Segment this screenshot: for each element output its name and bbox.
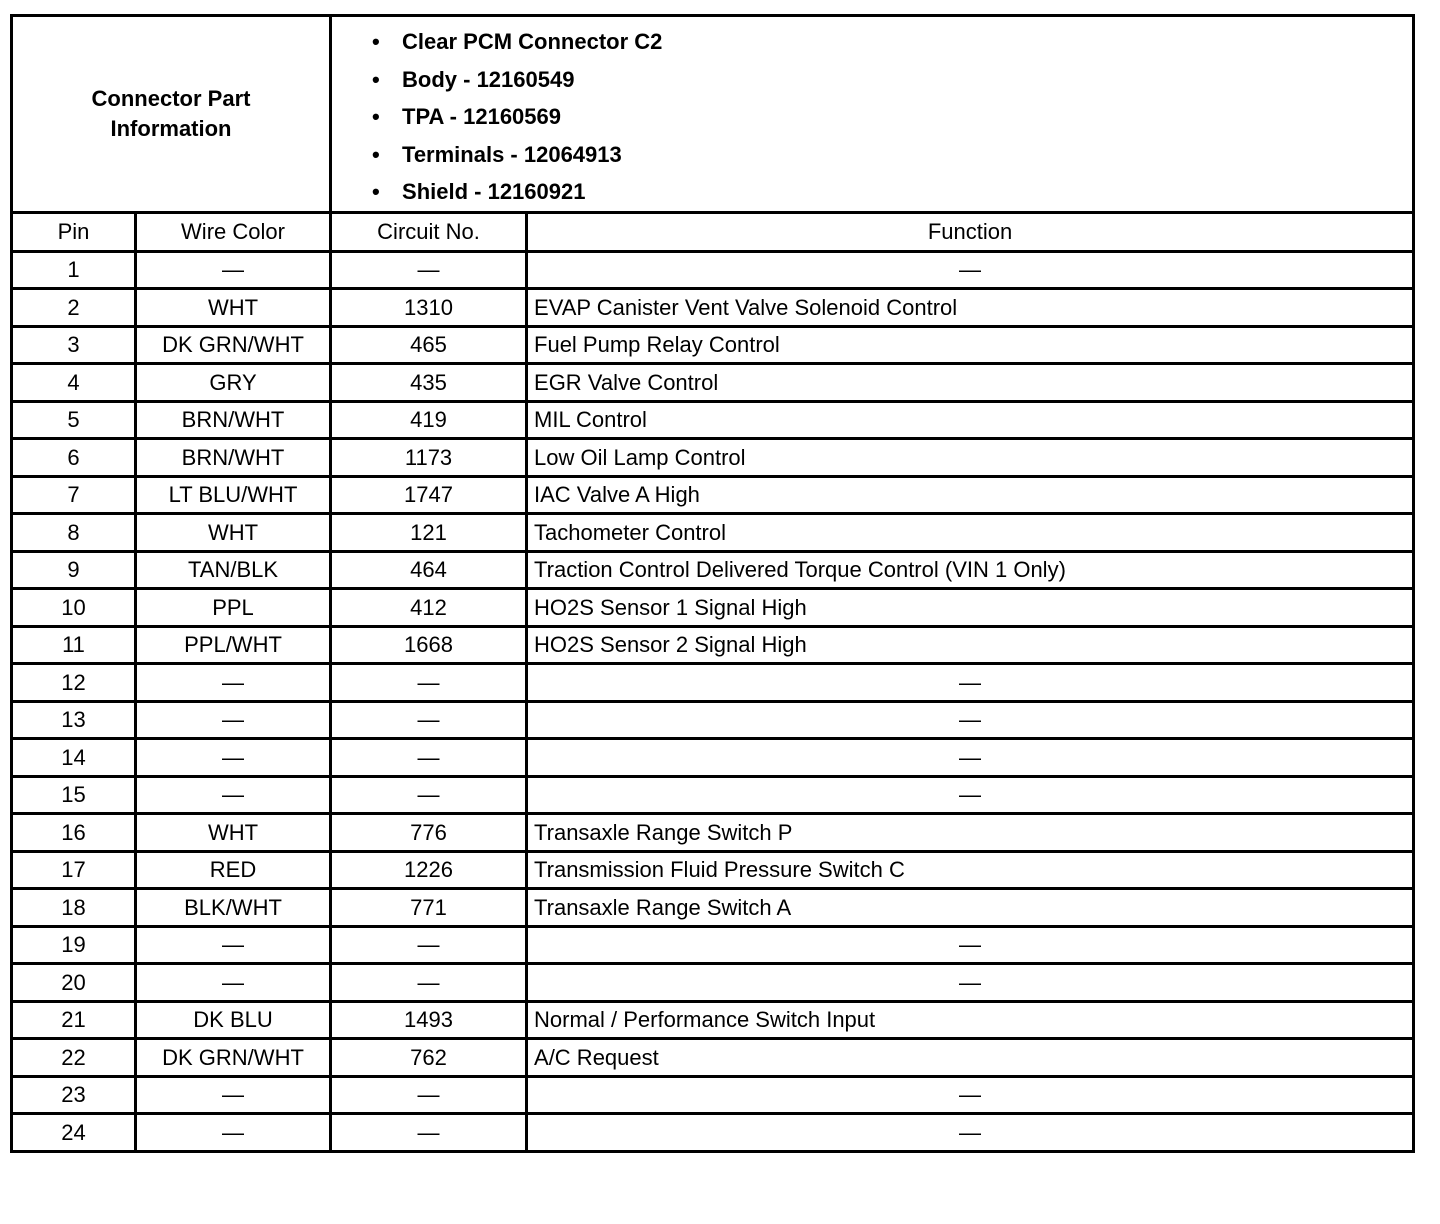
pin-cell: 2 (12, 289, 136, 327)
pin-cell: 8 (12, 514, 136, 552)
wire-color-cell: — (136, 926, 331, 964)
pin-cell: 14 (12, 739, 136, 777)
pin-cell: 21 (12, 1001, 136, 1039)
circuit-no-cell: 1747 (331, 476, 527, 514)
circuit-no-cell: — (331, 776, 527, 814)
column-header-row (12, 212, 1414, 251)
function-cell: MIL Control (527, 401, 1414, 439)
circuit-no-cell: 435 (331, 364, 527, 402)
circuit-no-cell: 762 (331, 1039, 527, 1077)
circuit-no-cell: 464 (331, 551, 527, 589)
function-cell: Tachometer Control (527, 514, 1414, 552)
function-cell: — (527, 964, 1414, 1002)
wire-color-cell: DK BLU (136, 1001, 331, 1039)
function-cell: Fuel Pump Relay Control (527, 326, 1414, 364)
column-header-circuit-no: Circuit No. (331, 212, 527, 251)
connector-part-info-label (12, 16, 331, 213)
table-row (12, 664, 1414, 702)
table-row (12, 1076, 1414, 1114)
info-item-text: Shield - 12160921 (402, 179, 586, 205)
function-cell: EGR Valve Control (527, 364, 1414, 402)
function-cell: — (527, 926, 1414, 964)
function-cell: — (527, 251, 1414, 289)
circuit-no-cell: — (331, 964, 527, 1002)
function-cell: Normal / Performance Switch Input (527, 1001, 1414, 1039)
wire-color-cell: DK GRN/WHT (136, 326, 331, 364)
table-row (12, 401, 1414, 439)
circuit-no-cell: — (331, 251, 527, 289)
pin-cell: 18 (12, 889, 136, 927)
table-row (12, 439, 1414, 477)
table-row (12, 701, 1414, 739)
pin-cell: 23 (12, 1076, 136, 1114)
table-row (12, 289, 1414, 327)
info-item-text: Terminals - 12064913 (402, 141, 622, 167)
circuit-no-cell: — (331, 701, 527, 739)
wire-color-cell: DK GRN/WHT (136, 1039, 331, 1077)
function-cell: Transaxle Range Switch P (527, 814, 1414, 852)
wire-color-cell: — (136, 964, 331, 1002)
circuit-no-cell: — (331, 739, 527, 777)
pin-cell: 7 (12, 476, 136, 514)
circuit-no-cell: 412 (331, 589, 527, 627)
pin-cell: 17 (12, 851, 136, 889)
info-label-line-2: Information (110, 115, 232, 141)
circuit-no-cell: — (331, 664, 527, 702)
function-cell: Transaxle Range Switch A (527, 889, 1414, 927)
bullet-icon: • (372, 104, 380, 130)
function-cell: — (527, 1076, 1414, 1114)
wire-color-cell: — (136, 701, 331, 739)
pin-cell: 10 (12, 589, 136, 627)
function-cell: IAC Valve A High (527, 476, 1414, 514)
function-cell: Low Oil Lamp Control (527, 439, 1414, 477)
pin-cell: 9 (12, 551, 136, 589)
table-row (12, 1001, 1414, 1039)
bullet-icon: • (372, 29, 380, 54)
pin-cell: 6 (12, 439, 136, 477)
table-row (12, 326, 1414, 364)
circuit-no-cell: 1310 (331, 289, 527, 327)
column-header-wire-color: Wire Color (136, 212, 331, 251)
function-cell: — (527, 701, 1414, 739)
function-cell: EVAP Canister Vent Valve Solenoid Control (527, 289, 1414, 327)
circuit-no-cell: 776 (331, 814, 527, 852)
table-row (12, 926, 1414, 964)
table-row (12, 739, 1414, 777)
table-row (12, 814, 1414, 852)
pin-cell: 24 (12, 1114, 136, 1152)
connector-part-info-list (331, 16, 1414, 213)
info-item (372, 23, 1412, 61)
table-row (12, 851, 1414, 889)
table-row (12, 1114, 1414, 1152)
circuit-no-cell: — (331, 926, 527, 964)
pin-cell: 5 (12, 401, 136, 439)
table-row (12, 776, 1414, 814)
pin-cell: 20 (12, 964, 136, 1002)
circuit-no-cell: 1173 (331, 439, 527, 477)
circuit-no-cell: 419 (331, 401, 527, 439)
table-row (12, 1039, 1414, 1077)
info-item (372, 136, 1412, 174)
wire-color-cell: PPL/WHT (136, 626, 331, 664)
column-header-function: Function (527, 212, 1414, 251)
table-row (12, 551, 1414, 589)
table-row (12, 964, 1414, 1002)
function-cell: A/C Request (527, 1039, 1414, 1077)
info-item (372, 98, 1412, 136)
wire-color-cell: BRN/WHT (136, 401, 331, 439)
table-row (12, 514, 1414, 552)
pin-cell: 11 (12, 626, 136, 664)
wire-color-cell: — (136, 251, 331, 289)
table-row (12, 889, 1414, 927)
function-cell: HO2S Sensor 1 Signal High (527, 589, 1414, 627)
circuit-no-cell: 465 (331, 326, 527, 364)
wire-color-cell: TAN/BLK (136, 551, 331, 589)
bullet-icon: • (372, 66, 380, 92)
function-cell: — (527, 1114, 1414, 1152)
pin-cell: 4 (12, 364, 136, 402)
wire-color-cell: WHT (136, 814, 331, 852)
table-row (12, 251, 1414, 289)
wire-color-cell: — (136, 776, 331, 814)
info-item (372, 61, 1412, 99)
wire-color-cell: BRN/WHT (136, 439, 331, 477)
info-item (372, 173, 1412, 211)
table-row (12, 626, 1414, 664)
wire-color-cell: — (136, 739, 331, 777)
bullet-icon: • (372, 179, 380, 205)
pin-cell: 16 (12, 814, 136, 852)
connector-pinout-table (10, 14, 1415, 1153)
info-item-text: Body - 12160549 (402, 66, 575, 92)
pin-cell: 13 (12, 701, 136, 739)
function-cell: — (527, 776, 1414, 814)
pin-cell: 3 (12, 326, 136, 364)
wire-color-cell: GRY (136, 364, 331, 402)
function-cell: Transmission Fluid Pressure Switch C (527, 851, 1414, 889)
wire-color-cell: RED (136, 851, 331, 889)
table-row (12, 364, 1414, 402)
function-cell: Traction Control Delivered Torque Control (VIN 1 Only) (527, 551, 1414, 589)
wire-color-cell: — (136, 1076, 331, 1114)
pin-cell: 1 (12, 251, 136, 289)
pin-cell: 19 (12, 926, 136, 964)
pin-cell: 15 (12, 776, 136, 814)
wire-color-cell: PPL (136, 589, 331, 627)
table-row (12, 476, 1414, 514)
info-item-text: Clear PCM Connector C2 (402, 29, 663, 54)
wire-color-cell: — (136, 664, 331, 702)
circuit-no-cell: — (331, 1076, 527, 1114)
column-header-pin: Pin (12, 212, 136, 251)
circuit-no-cell: 1668 (331, 626, 527, 664)
pin-cell: 22 (12, 1039, 136, 1077)
circuit-no-cell: 1493 (331, 1001, 527, 1039)
connector-table-sheet (10, 14, 1412, 1153)
function-cell: — (527, 664, 1414, 702)
pin-rows (12, 251, 1414, 1151)
circuit-no-cell: — (331, 1114, 527, 1152)
table-row (12, 589, 1414, 627)
function-cell: — (527, 739, 1414, 777)
pin-cell: 12 (12, 664, 136, 702)
circuit-no-cell: 121 (331, 514, 527, 552)
connector-info-row (12, 16, 1414, 213)
wire-color-cell: — (136, 1114, 331, 1152)
function-cell: HO2S Sensor 2 Signal High (527, 626, 1414, 664)
info-item-text: TPA - 12160569 (402, 104, 561, 130)
wire-color-cell: WHT (136, 514, 331, 552)
circuit-no-cell: 771 (331, 889, 527, 927)
wire-color-cell: WHT (136, 289, 331, 327)
circuit-no-cell: 1226 (331, 851, 527, 889)
bullet-icon: • (372, 141, 380, 167)
wire-color-cell: LT BLU/WHT (136, 476, 331, 514)
wire-color-cell: BLK/WHT (136, 889, 331, 927)
info-label-line-1: Connector Part (91, 85, 251, 111)
